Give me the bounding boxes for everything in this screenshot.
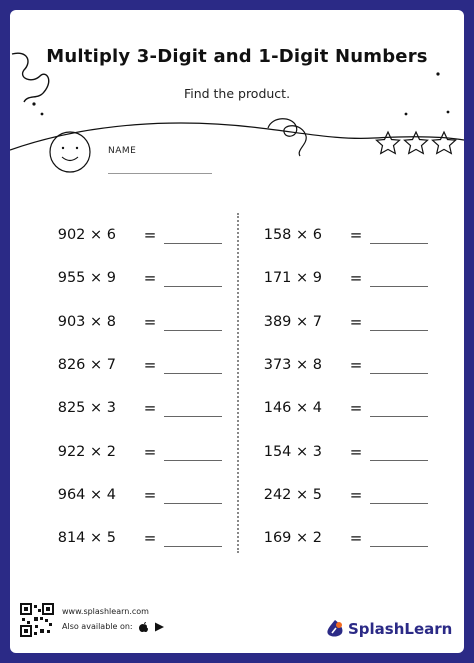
multiplication-problem: 171 × 9 xyxy=(263,270,322,287)
multiplication-problem: 146 × 4 xyxy=(263,400,322,417)
store-icons xyxy=(137,621,167,633)
splashlearn-logo-icon xyxy=(324,619,346,639)
multiplication-problem: 814 × 5 xyxy=(57,530,116,547)
brand-name: SplashLearn xyxy=(348,620,453,638)
equals-sign: = xyxy=(349,312,363,331)
star-icon xyxy=(377,132,400,154)
multiplication-problem: 389 × 7 xyxy=(263,313,322,330)
problem-row xyxy=(10,440,464,464)
problem-row xyxy=(10,396,464,420)
multiplication-problem: 903 × 8 xyxy=(57,313,116,330)
answer-blank[interactable] xyxy=(370,416,428,417)
answer-blank[interactable] xyxy=(370,243,428,244)
answer-blank[interactable] xyxy=(370,286,428,287)
wave-line xyxy=(10,123,464,150)
multiplication-problem: 169 × 2 xyxy=(263,530,322,547)
equals-sign: = xyxy=(349,226,363,244)
name-label: NAME xyxy=(108,146,137,156)
smiley-face-icon xyxy=(50,132,90,172)
multiplication-problem: 922 × 2 xyxy=(57,443,116,460)
equals-sign: = xyxy=(349,269,363,288)
available-on-label: Also available on: xyxy=(62,622,133,631)
equals-sign: = xyxy=(143,485,157,504)
worksheet-title: Multiply 3-Digit and 1-Digit Numbers xyxy=(46,46,428,67)
play-store-icon[interactable] xyxy=(155,623,164,632)
equals-sign: = xyxy=(349,399,363,418)
equals-sign: = xyxy=(143,226,157,244)
worksheet xyxy=(10,10,464,653)
equals-sign: = xyxy=(349,442,363,461)
problem-row xyxy=(10,310,464,334)
equals-sign: = xyxy=(143,269,157,288)
star-icon xyxy=(405,132,428,154)
multiplication-problem: 826 × 7 xyxy=(57,356,116,373)
answer-blank[interactable] xyxy=(370,503,428,504)
equals-sign: = xyxy=(349,485,363,504)
answer-blank[interactable] xyxy=(370,460,428,461)
equals-sign: = xyxy=(143,312,157,331)
multiplication-problem: 955 × 9 xyxy=(57,270,116,287)
equals-sign: = xyxy=(349,355,363,374)
equals-sign: = xyxy=(349,529,363,548)
multiplication-problem: 242 × 5 xyxy=(263,486,322,503)
answer-blank[interactable] xyxy=(370,546,428,547)
website-link[interactable]: www.splashlearn.com xyxy=(62,607,149,616)
apple-icon[interactable] xyxy=(139,622,148,632)
multiplication-problem: 964 × 4 xyxy=(57,486,116,503)
equals-sign: = xyxy=(143,442,157,461)
multiplication-problem: 825 × 3 xyxy=(57,400,116,417)
problem-row xyxy=(10,526,464,550)
problem-row xyxy=(10,483,464,507)
curl-doodle xyxy=(268,119,306,156)
equals-sign: = xyxy=(143,529,157,548)
multiplication-problem: 373 × 8 xyxy=(263,356,322,373)
equals-sign: = xyxy=(143,355,157,374)
multiplication-problem: 902 × 6 xyxy=(57,227,116,243)
equals-sign: = xyxy=(143,399,157,418)
qr-code-icon xyxy=(20,603,54,637)
problem-row xyxy=(10,223,464,247)
problem-row xyxy=(10,266,464,290)
multiplication-problem: 158 × 6 xyxy=(263,227,322,243)
instructions: Find the product. xyxy=(183,86,291,101)
multiplication-problem: 154 × 3 xyxy=(263,443,322,460)
name-field-line[interactable] xyxy=(108,173,212,174)
star-icon xyxy=(433,132,456,154)
answer-blank[interactable] xyxy=(370,330,428,331)
decorative-doodles xyxy=(10,10,464,210)
answer-blank[interactable] xyxy=(370,373,428,374)
problem-row xyxy=(10,353,464,377)
